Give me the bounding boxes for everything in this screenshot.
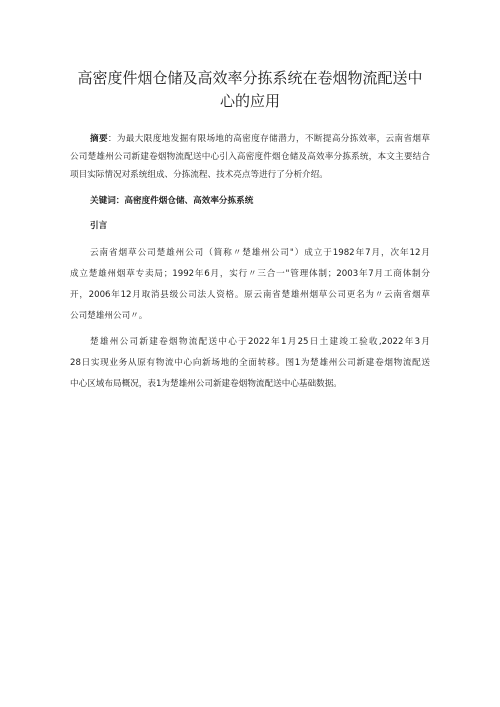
- intro-p1-line-3: 开，2006年12月取消县级公司法人资格。原云南省楚雄州烟草公司更名为〃云南省烟草: [70, 290, 430, 300]
- paper-title: [70, 0, 430, 113]
- abstract-line-2: 公司楚雄州公司新建卷烟物流配送中心引入高密度件烟仓储及高效率分拣系统，本文主要结合: [70, 152, 430, 162]
- section-heading-intro: 引言: [90, 221, 108, 231]
- intro-p1-line-2: 成立楚雄州烟草专卖局；1992年6月，实行〃三合一"管理体制；2003年7月工商体制分: [70, 269, 430, 279]
- intro-p2-line-2: 28日实现业务从原有物流中心向新场地的全面转移。图1为楚雄州公司新建卷烟物流配送: [70, 358, 430, 368]
- intro-paragraph-1: [70, 243, 430, 327]
- abstract-label: 摘要: [90, 134, 108, 144]
- title-line-2: 心的应用: [219, 92, 280, 110]
- title-line-1: 高密度件烟仓储及高效率分拣系统在卷烟物流配送中: [77, 69, 423, 87]
- intro-p2-line-1: 楚雄州公司新建卷烟物流配送中心于2022年1月25日土建竣工验收,2022年3月: [90, 337, 430, 347]
- intro-paragraph-2: [70, 332, 430, 395]
- intro-p2-line-3: 中心区域布局概况，表1为楚雄州公司新建卷烟物流配送中心基础数据。: [70, 379, 342, 389]
- intro-p1-line-4: 公司楚雄州公司〃。: [70, 311, 148, 321]
- abstract-section: [70, 130, 430, 184]
- abstract-line-1-text: ：为最大限度地发掘有限场地的高密度存储潜力，不断提高分拣效率，云南省烟草: [107, 134, 430, 144]
- abstract-line-1: [70, 130, 430, 148]
- intro-p1-line-1: 云南省烟草公司楚雄州公司（简称〃楚雄州公司"）成立于1982年7月，次年12月: [90, 248, 430, 258]
- abstract-line-3: 项目实际情况对系统组成、分拣流程、技术亮点等进行了分析介绍。: [70, 170, 328, 180]
- keywords: 关键词：高密度件烟仓储、高效率分拣系统: [90, 196, 254, 206]
